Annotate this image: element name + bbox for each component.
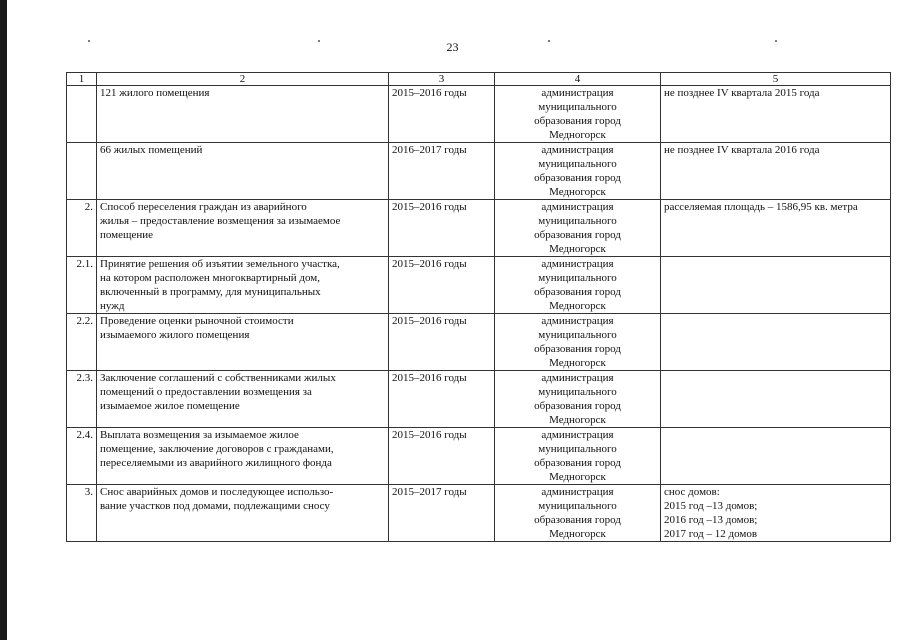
item-description-line: Снос аварийных домов и последующее использо- [100,486,334,498]
table-header-row [67,73,891,86]
item-description-line: изымаемого жилого помещения [100,329,250,341]
item-responsible-line: образования город [534,172,621,184]
item-responsible-line: администрация [541,315,614,327]
item-responsible-line: муниципального [538,101,617,113]
item-responsible-line: Медногорск [549,129,606,141]
item-result [661,86,891,143]
item-result [661,200,891,257]
item-number [67,86,97,143]
item-responsible [495,485,661,542]
item-responsible-line: Медногорск [549,186,606,198]
table-row [67,143,891,200]
item-responsible [495,143,661,200]
item-result [661,485,891,542]
schedule-table [66,72,891,542]
item-description-line: Выплата возмещения за изымаемое жилое [100,429,299,441]
item-result [661,314,891,371]
item-description-line: 121 жилого помещения [100,87,210,99]
item-responsible-line: муниципального [538,215,617,227]
header-col-2: 2 [97,73,389,86]
table-row [67,257,891,314]
item-description-line: Принятие решения об изъятии земельного участка, [100,258,340,270]
item-responsible [495,428,661,485]
header-col-3: 3 [389,73,495,86]
item-period: 2015–2016 годы [389,428,495,485]
item-period: 2015–2016 годы [389,257,495,314]
header-col-1: 1 [67,73,97,86]
item-responsible [495,371,661,428]
item-number: 3. [67,485,97,542]
item-responsible-line: муниципального [538,329,617,341]
item-description [97,428,389,485]
item-number: 2.2. [67,314,97,371]
item-period: 2016–2017 годы [389,143,495,200]
item-description [97,371,389,428]
item-number: 2. [67,200,97,257]
item-responsible-line: муниципального [538,500,617,512]
item-responsible [495,200,661,257]
item-result-line: не позднее IV квартала 2016 года [664,144,820,156]
item-responsible-line: администрация [541,258,614,270]
item-responsible-line: образования город [534,115,621,127]
item-responsible-line: образования город [534,400,621,412]
item-responsible-line: Медногорск [549,471,606,483]
item-description-line: нужд [100,300,125,312]
table-row [67,485,891,542]
item-description [97,86,389,143]
item-description [97,257,389,314]
item-responsible [495,257,661,314]
header-col-4: 4 [495,73,661,86]
item-period: 2015–2017 годы [389,485,495,542]
item-responsible-line: Медногорск [549,243,606,255]
scan-left-edge [0,0,7,640]
item-responsible-line: Медногорск [549,414,606,426]
item-description-line: переселяемыми из аварийного жилищного фонда [100,457,332,469]
item-number [67,143,97,200]
item-number: 2.3. [67,371,97,428]
item-description [97,143,389,200]
item-responsible-line: муниципального [538,386,617,398]
header-col-5: 5 [661,73,891,86]
table-row [67,314,891,371]
item-description [97,485,389,542]
item-description-line: помещение, заключение договоров с гражданами, [100,443,334,455]
item-responsible-line: муниципального [538,443,617,455]
item-result-line: расселяемая площадь – 1586,95 кв. метра [664,201,858,213]
table-row [67,371,891,428]
item-result [661,428,891,485]
scan-speck [775,40,777,42]
item-responsible-line: администрация [541,372,614,384]
item-responsible-line: администрация [541,144,614,156]
table-row [67,200,891,257]
item-result-line: 2017 год – 12 домов [664,528,758,540]
item-responsible-line: Медногорск [549,528,606,540]
item-description-line: Заключение соглашений с собственниками жилых [100,372,336,384]
item-description-line: жилья – предоставление возмещения за изымаемое [100,215,341,227]
scan-speck [548,40,550,42]
item-result [661,257,891,314]
table-row [67,86,891,143]
item-responsible-line: Медногорск [549,300,606,312]
item-description-line: на котором расположен многоквартирный дом, [100,272,320,284]
scan-speck [318,40,320,42]
item-result-line: 2015 год –13 домов; [664,500,758,512]
item-description-line: вание участков под домами, подлежащими сносу [100,500,330,512]
item-responsible-line: образования город [534,514,621,526]
item-result-line: снос домов: [664,486,720,498]
item-description-line: изымаемое жилое помещение [100,400,240,412]
item-responsible-line: администрация [541,486,614,498]
table-row [67,428,891,485]
item-responsible-line: образования город [534,229,621,241]
item-responsible [495,314,661,371]
item-responsible-line: муниципального [538,158,617,170]
item-description-line: помещение [100,229,154,241]
item-responsible-line: образования город [534,286,621,298]
page-number: 23 [446,40,459,54]
item-period: 2015–2016 годы [389,314,495,371]
table-body [67,86,891,542]
item-number: 2.1. [67,257,97,314]
item-number: 2.4. [67,428,97,485]
item-description [97,200,389,257]
item-responsible-line: администрация [541,87,614,99]
item-responsible-line: Медногорск [549,357,606,369]
item-responsible-line: образования город [534,457,621,469]
item-result [661,143,891,200]
item-description-line: 66 жилых помещений [100,144,203,156]
item-responsible-line: администрация [541,429,614,441]
item-period: 2015–2016 годы [389,86,495,143]
item-description [97,314,389,371]
item-period: 2015–2016 годы [389,371,495,428]
item-description-line: Проведение оценки рыночной стоимости [100,315,294,327]
scan-speck [88,40,90,42]
item-responsible [495,86,661,143]
item-description-line: включенный в программу, для муниципальных [100,286,321,298]
item-description-line: Способ переселения граждан из аварийного [100,201,307,213]
item-result-line: не позднее IV квартала 2015 года [664,87,820,99]
item-result [661,371,891,428]
item-description-line: помещений о предоставлении возмещения за [100,386,312,398]
item-responsible-line: образования город [534,343,621,355]
item-responsible-line: муниципального [538,272,617,284]
item-responsible-line: администрация [541,201,614,213]
item-result-line: 2016 год –13 домов; [664,514,758,526]
item-period: 2015–2016 годы [389,200,495,257]
